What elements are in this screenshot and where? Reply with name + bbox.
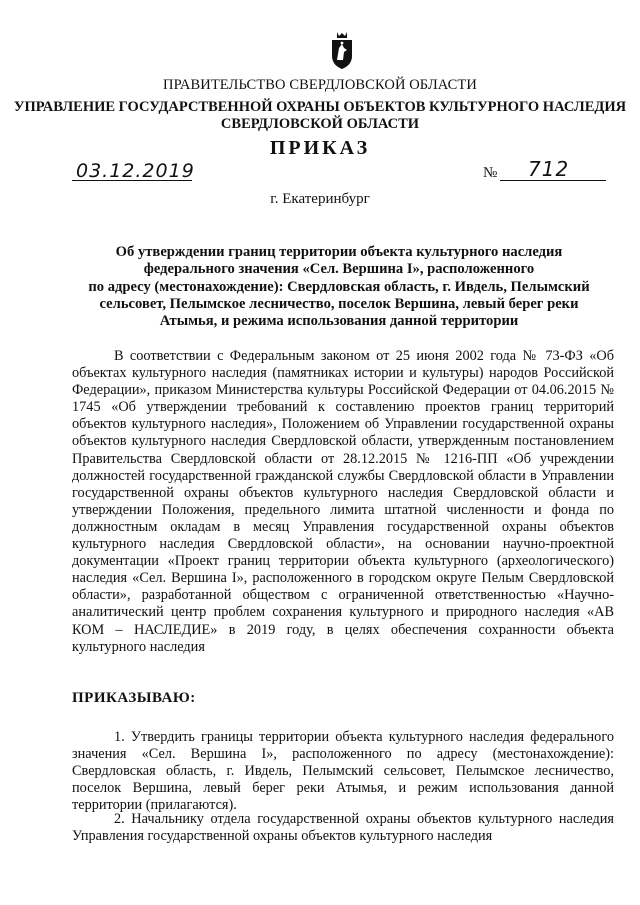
page-bottom-margin: [0, 856, 640, 905]
department-line-1: УПРАВЛЕНИЕ ГОСУДАРСТВЕННОЙ ОХРАНЫ ОБЪЕКТОВ КУЛЬТУРНОГО НАСЛЕДИЯ: [13, 99, 627, 115]
number-sign: №: [483, 165, 498, 181]
sverdlovsk-coat-of-arms-icon: [329, 30, 355, 70]
order-item-2: 2. Начальнику отдела государственной охраны объектов культурного наследия Управления государственной охраны объектов культурного наследия: [72, 811, 614, 845]
subject-line-1: Об утверждении границ территории объекта культурного наследия: [115, 244, 563, 260]
department-line-2: СВЕРДЛОВСКОЙ ОБЛАСТИ: [220, 116, 420, 132]
department-name: [0, 99, 640, 133]
order-number: 712: [528, 157, 570, 181]
order-item-1: 1. Утвердить границы территории объекта культурного наследия федерального значения «Сел. Вершина I», расположенного по адресу (местонахождение): Свердловская область, г. Ивдель, Пелымский сельсовет, Пелымское лесничество, поселок Вершина, левый берег реки Атымья, и режим использования данной территории (прилагаются).: [72, 729, 614, 814]
preamble-paragraph: В соответствии с Федеральным законом от 25 июня 2002 года № 73-ФЗ «Об объектах культурного наследия (памятниках истории и культуры) народов Российской Федерации», приказом Министерства культуры Российской Федерации от 04.06.2015 № 1745 «Об утверждении требований к составлению проектов границ территорий объектов культурного наследия», Положением об Управлении государственной охраны объектов культурного наследия Свердловской области, утвержденным постановлением Правительства Свердловской области от 28.12.2015 № 1216-ПП «Об учреждении должностей государственной гражданской службы Свердловской области в Управлении государственной охраны объектов культурного наследия Свердловской области и утверждении Положения, предельного лимита штатной численности и фонда по должностным окладам в месяц Управления государственной охраны объектов культурного наследия Свердловской области», на основании научно-проектной документации «Проект границ территории объекта культурного (археологического) наследия «Сел. Вершина I», расположенного в городском округе Пелым Свердловской области», разработанной обществом с ограниченной ответственностью «Научно-аналитический центр проблем сохранения культурного и природного наследия «АВ КОМ – НАСЛЕДИЕ» в 2019 году, в целях обеспечения сохранности объекта культурного наследия: [72, 348, 614, 655]
subject-line-3: по адресу (местонахождение): Свердловская область, г. Ивдель, Пелымский: [88, 278, 590, 295]
order-directive: ПРИКАЗЫВАЮ:: [72, 690, 196, 706]
subject-line-5: Атымья, и режима использования данной территории: [159, 313, 519, 330]
subject-line-4: сельсовет, Пелымское лесничество, поселок Вершина, левый берег реки: [99, 295, 579, 312]
order-date: 03.12.2019: [76, 160, 195, 182]
city: г. Екатеринбург: [270, 191, 370, 207]
subject-line-2: федерального значения «Сел. Вершина I», расположенного: [143, 261, 535, 278]
order-subject: [70, 244, 608, 330]
document-type: ПРИКАЗ: [269, 137, 371, 159]
government-name: ПРАВИТЕЛЬСТВО СВЕРДЛОВСКОЙ ОБЛАСТИ: [163, 77, 477, 93]
